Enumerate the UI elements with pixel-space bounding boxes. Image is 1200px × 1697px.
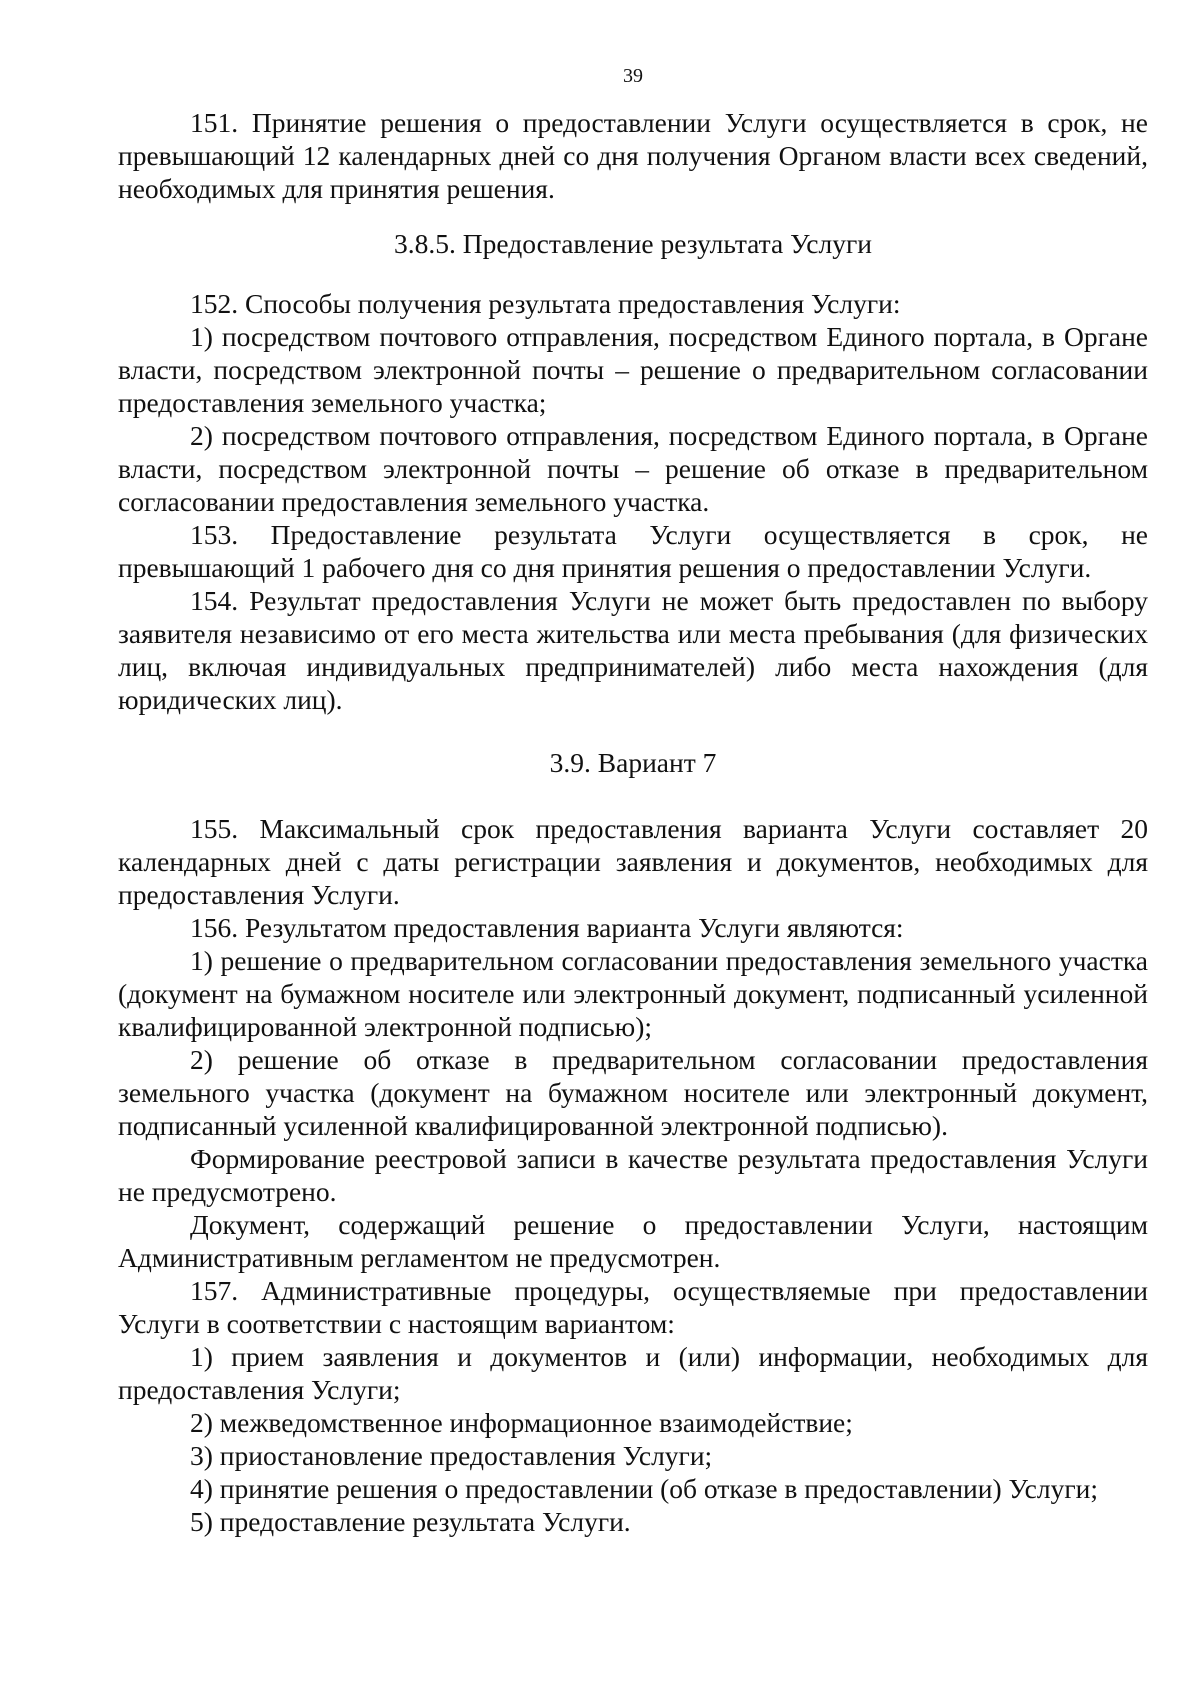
paragraph-153: 153. Предоставление результата Услуги осуществляется в срок, не превышающий 1 рабочего дня со дня принятия решения о предоставлении Услуги. (118, 519, 1148, 583)
list-item-157-4: 4) принятие решения о предоставлении (об отказе в предоставлении) Услуги; (190, 1473, 1098, 1504)
paragraph-registry-record: Формирование реестровой записи в качестве результата предоставления Услуги не предусмотрено. (118, 1143, 1148, 1207)
list-item-157-3: 3) приостановление предоставления Услуги; (190, 1440, 713, 1471)
list-item-157-2: 2) межведомственное информационное взаимодействие; (190, 1407, 853, 1438)
list-item-156-1: 1) решение о предварительном согласовании предоставления земельного участка (документ на бумажном носителе или электронный документ, подписанный усиленной квалифицированной электронной подписью); (118, 945, 1148, 1042)
section-heading-3-8-5: 3.8.5. Предоставление результата Услуги (394, 228, 872, 259)
page-number: 39 (623, 65, 643, 87)
paragraph-155: 155. Максимальный срок предоставления варианта Услуги составляет 20 календарных дней с даты регистрации заявления и документов, необходимых для предоставления Услуги. (118, 813, 1148, 910)
list-item-152-1: 1) посредством почтового отправления, посредством Единого портала, в Органе власти, посредством электронной почты – решение о предварительном согласовании предоставления земельного участка; (118, 321, 1148, 418)
list-item-157-1: 1) прием заявления и документов и (или) информации, необходимых для предоставления Услуги; (118, 1341, 1148, 1405)
paragraph-157: 157. Административные процедуры, осуществляемые при предоставлении Услуги в соответствии с настоящим вариантом: (118, 1275, 1148, 1339)
list-item-152-2: 2) посредством почтового отправления, посредством Единого портала, в Органе власти, посредством электронной почты – решение об отказе в предварительном согласовании предоставления земельного участка. (118, 420, 1148, 517)
list-item-157-5: 5) предоставление результата Услуги. (190, 1506, 631, 1537)
paragraph-152: 152. Способы получения результата предоставления Услуги: (190, 288, 901, 319)
paragraph-154: 154. Результат предоставления Услуги не может быть предоставлен по выбору заявителя независимо от его места жительства или места пребывания (для физических лиц, включая индивидуальных предпринимателей) либо места нахождения (для юридических лиц). (118, 585, 1148, 715)
paragraph-156: 156. Результатом предоставления варианта Услуги являются: (190, 912, 904, 943)
paragraph-decision-document: Документ, содержащий решение о предоставлении Услуги, настоящим Административным регламентом не предусмотрен. (118, 1209, 1148, 1273)
section-heading-3-9: 3.9. Вариант 7 (549, 747, 717, 778)
list-item-156-2: 2) решение об отказе в предварительном согласовании предоставления земельного участка (документ на бумажном носителе или электронный документ, подписанный усиленной квалифицированной электронной подписью). (118, 1044, 1148, 1141)
paragraph-151: 151. Принятие решения о предоставлении Услуги осуществляется в срок, не превышающий 12 календарных дней со дня получения Органом власти всех сведений, необходимых для принятия решения. (118, 107, 1148, 204)
